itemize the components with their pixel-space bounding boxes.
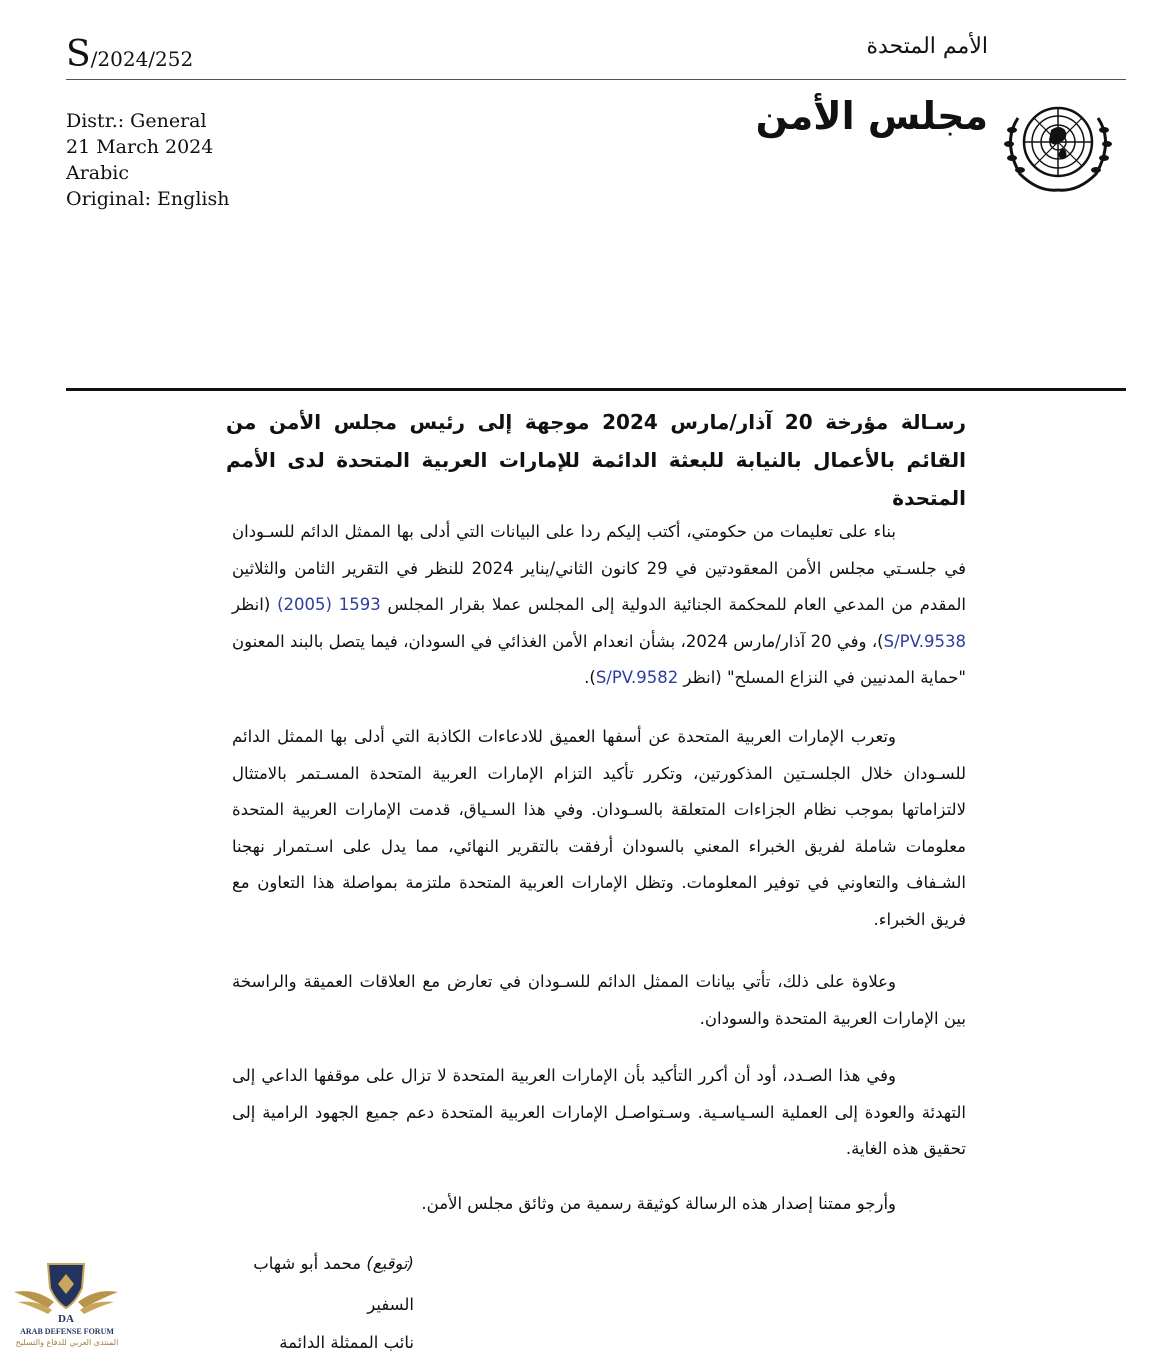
signatory-office: نائب الممثلة الدائمة: [279, 1333, 414, 1352]
paragraph-3: وعلاوة على ذلك، تأتي بيانات الممثل الدائم للسـودان في تعارض مع العلاقات العميقة والراسخة بين الإمارات العربية المتحدة والسودان.: [232, 972, 966, 1028]
paragraph-5: وأرجو ممتنا إصدار هذه الرسالة كوثيقة رسمية من وثائق مجلس الأمن.: [421, 1194, 896, 1213]
distribution-line: Distr.: General: [66, 110, 207, 132]
meeting-record-link-9538[interactable]: S/PV.9538: [883, 631, 966, 651]
distribution-block: [66, 108, 229, 212]
signature-label: (توقيع): [366, 1254, 414, 1273]
watermark-arabic: المنتدى العربي للدفاع والتسليح: [15, 1338, 119, 1347]
svg-text:DA: DA: [58, 1313, 74, 1325]
united-nations-name: الأمم المتحدة: [866, 34, 988, 59]
original-language-line: Original: English: [66, 188, 230, 210]
title-divider: [66, 388, 1126, 391]
watermark-english: ARAB DEFENSE FORUM: [20, 1327, 114, 1336]
header-divider: [66, 79, 1126, 80]
meeting-record-link-9582[interactable]: S/PV.9582: [595, 668, 679, 687]
un-emblem-icon: [996, 92, 1120, 196]
signatory-role: السفير: [367, 1295, 414, 1314]
language-line: Arabic: [66, 162, 130, 184]
document-symbol: S/2024/252: [66, 34, 194, 75]
signatory-name: محمد أبو شهاب: [253, 1254, 362, 1273]
signature-line: [253, 1254, 414, 1273]
security-council-title: مجلس الأمن: [755, 94, 988, 138]
letter-title: رسـالة مؤرخة 20 آذار/مارس 2024 موجهة إلى رئيس مجلس الأمن من القائم بالأعمال بالنيابة للبعثة الدائمة للإمارات العربية المتحدة لدى الأمم المتحدة: [226, 410, 966, 510]
resolution-link[interactable]: 1593 (2005): [277, 595, 381, 614]
date-line: 21 March 2024: [66, 136, 214, 158]
paragraph-2: وتعرب الإمارات العربية المتحدة عن أسفها العميق للادعاءات الكاذبة التي أدلى بها الممثل الدائم للسـودان خلال الجلسـتين المذكورتين، وتكرر تأكيد التزام الإمارات العربية المتحدة المسـتمر بالامتثال لالتزاماتها بموجب نظام الجزاءات المتعلقة بالسـودان. وفي هذا السـياق، قدمت الإمارات العربية المتحدة معلومات شاملة لفريق الخبراء المعني بالسودان أرفقت بالتقرير النهائي، مما يدل على اسـتمرار نهجنا الشـفاف والتعاوني في توفير المعلومات. وتظل الإمارات العربية المتحدة ملتزمة بمواصلة هذا التعاون مع فريق الخبراء.: [232, 727, 966, 929]
paragraph-1: بناء على تعليمات من حكومتي، أكتب إليكم ردا على البيانات التي أدلى بها الممثل الدائم للسـودان في جلسـتي مجلس الأمن المعقودتين في 29 كانون الثاني/يناير 2024 للنظر في التقرير الثامن والثلاثين المقدم من المدعي العام للمحكمة الجنائية الدولية إلى المجلس عملا بقرار المجلس 1593 (2005) (انظر S/PV.9538)، وفي 20 آذار/مارس 2024، بشأن انعدام الأمن الغذائي في السودان، فيما يتصل بالبند المعنون "حماية المدنيين في النزاع المسلح" (انظر S/PV.9582).: [232, 522, 967, 687]
paragraph-4: وفي هذا الصـدد، أود أن أكرر التأكيد بأن الإمارات العربية المتحدة لا تزال على موقفها الداعي إلى التهدئة والعودة إلى العملية السـياسـية. وسـتواصـل الإمارات العربية المتحدة دعم جميع الجهود الرامية إلى تحقيق هذه الغاية.: [232, 1066, 966, 1158]
